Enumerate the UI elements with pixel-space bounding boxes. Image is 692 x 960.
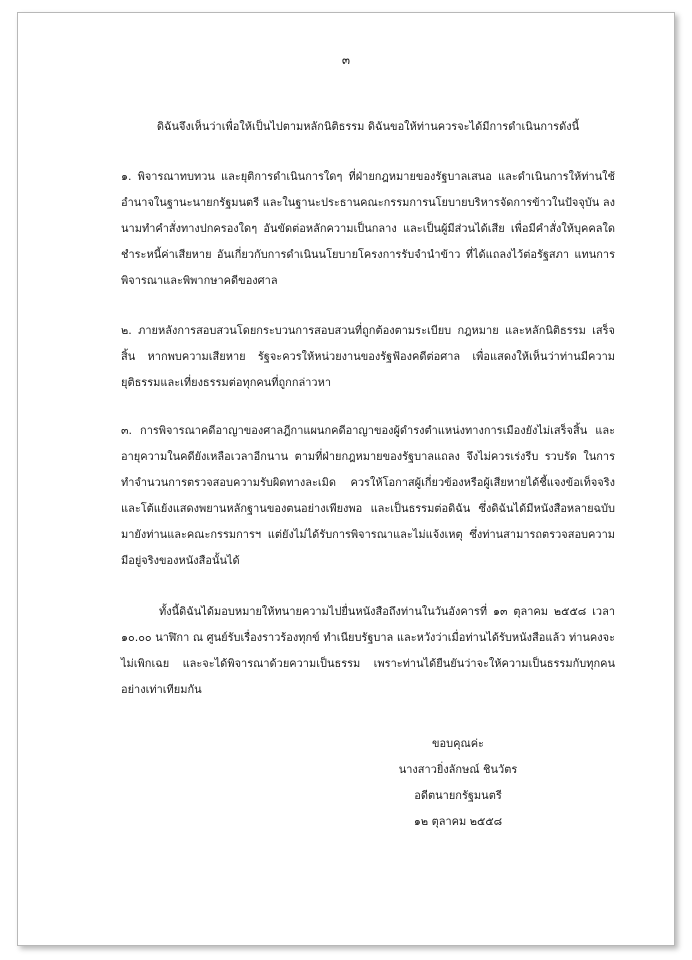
closing-thanks: ขอบคุณค่ะ	[432, 737, 484, 750]
document-page	[17, 12, 675, 946]
intro-line: ดิฉันจึงเห็นว่าเพื่อให้เป็นไปตามหลักนิติธรรม ดิฉันขอให้ท่านควรจะได้มีการดำเนินการดังนี้	[156, 120, 580, 133]
page-number: ๓	[341, 53, 351, 67]
signer-name: นางสาวยิ่งลักษณ์ ชินวัตร	[398, 763, 518, 776]
signer-position: อดีตนายกรัฐมนตรี	[414, 789, 502, 802]
signature-block	[378, 731, 538, 835]
paragraph-item-3: ๓. การพิจารณาคดีอาญาของศาลฎีกาแผนกคดีอาญาของผู้ดำรงตำแหน่งทางการเมืองยังไม่เสร็จสิ้น และอายุความในคดียังเหลือเวลาอีกนาน ตามที่ฝ่ายกฎหมายของรัฐบาลแถลง จึงไม่ควรเร่งรีบ รวบรัด ในการทำจำนวนการตรวจสอบความรับผิดทางละเมิด ควรให้โอกาสผู้เกี่ยวข้องหรือผู้เสียหายได้ชี้แจงข้อเท็จจริงและโต้แย้งแสดงพยานหลักฐานของตนอย่างเพียงพอ และเป็นธรรมต่อดิฉัน ซึ่งดิฉันได้มีหนังสือหลายฉบับมายังท่านและคณะกรรมการฯ แต่ยังไม่ได้รับการพิจารณาและไม่แจ้งเหตุ ซึ่งท่านสามารถตรวจสอบความมีอยู่จริงของหนังสือนั้นได้	[121, 424, 615, 567]
closing-paragraph: ทั้งนี้ดิฉันได้มอบหมายให้ทนายความไปยื่นหนังสือถึงท่านในวันอังคารที่ ๑๓ ตุลาคม ๒๕๕๘ เวลา ๑๐.๐๐ นาฬิกา ณ ศูนย์รับเรื่องราวร้องทุกข์ ทำเนียบรัฐบาล และหวังว่าเมื่อท่านได้รับหนังสือแล้ว ท่านคงจะไม่เพิกเฉย และจะได้พิจารณาด้วยความเป็นธรรม เพราะท่านได้ยืนยันว่าจะให้ความเป็นธรรมกับทุกคนอย่างเท่าเทียมกัน	[121, 605, 615, 696]
letter-date: ๑๒ ตุลาคม ๒๕๕๘	[413, 815, 503, 828]
letter-body	[121, 116, 615, 703]
paragraph-item-1: ๑. พิจารณาทบทวน และยุติการดำเนินการใดๆ ที่ฝ่ายกฎหมายของรัฐบาลเสนอ และดำเนินการให้ท่านใช้อำนาจในฐานะนายกรัฐมนตรี และในฐานะประธานคณะกรรมการนโยบายบริหารจัดการข้าวในปัจจุบัน ลงนามทำคำสั่งทางปกครองใดๆ อันขัดต่อหลักความเป็นกลาง และเป็นผู้มีส่วนได้เสีย เพื่อมีคำสั่งให้บุคคลใดชำระหนี้ค่าเสียหาย อันเกี่ยวกับการดำเนินนโยบายโครงการรับจำนำข้าว ที่ได้แถลงไว้ต่อรัฐสภา แทนการพิจารณาและพิพากษาคดีของศาล	[121, 170, 615, 287]
paragraph-item-2: ๒. ภายหลังการสอบสวนโดยกระบวนการสอบสวนที่ถูกต้องตามระเบียบ กฎหมาย และหลักนิติธรรม เสร็จสิ้น หากพบความเสียหาย รัฐจะควรให้หน่วยงานของรัฐฟ้องคดีต่อศาล เพื่อแสดงให้เห็นว่าท่านมีความยุติธรรมและเที่ยงธรรมต่อทุกคนที่ถูกกล่าวหา	[121, 324, 615, 389]
